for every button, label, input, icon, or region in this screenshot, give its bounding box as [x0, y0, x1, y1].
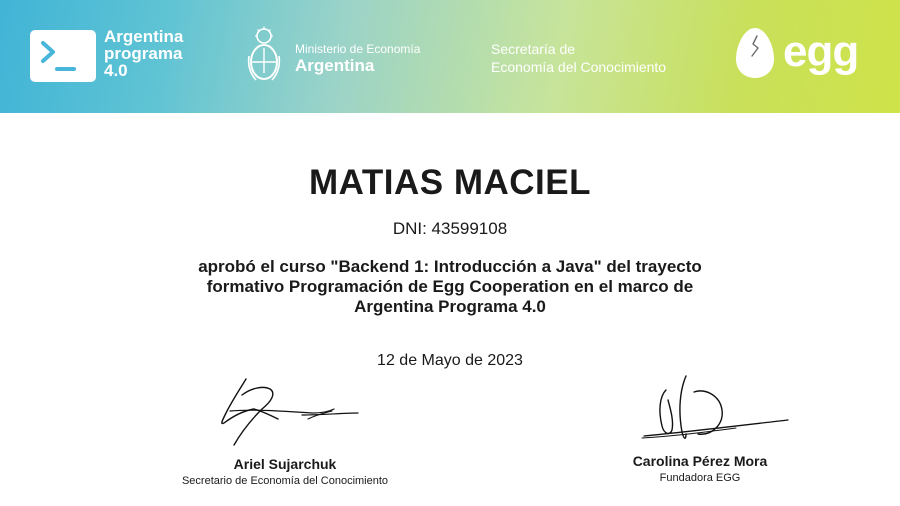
signature-right-handwritten	[636, 370, 796, 448]
program-logo-line: Argentina	[104, 27, 184, 46]
ministry-country: Argentina	[295, 56, 375, 75]
signer-right-name: Carolina Pérez Mora	[632, 453, 768, 469]
signer-right-role: Fundadora EGG	[659, 472, 741, 484]
program-logo-line: programa	[104, 44, 183, 63]
recipient-name: MATIAS MACIEL	[309, 163, 591, 202]
egg-wordmark: egg	[783, 27, 859, 76]
signature-left-handwritten	[212, 375, 362, 450]
signer-left-name: Ariel Sujarchuk	[233, 456, 337, 472]
ministry-label	[295, 42, 420, 76]
national-seal-icon	[244, 26, 284, 84]
header-banner	[0, 0, 900, 113]
egg-icon	[734, 26, 776, 80]
secretariat-label	[491, 40, 666, 76]
issue-date: 12 de Mayo de 2023	[377, 352, 523, 369]
argentina-programa-wordmark	[104, 28, 183, 79]
secretariat-line: Secretaría de	[491, 41, 576, 57]
certificate-statement	[0, 257, 900, 317]
secretariat-line: Economía del Conocimiento	[491, 59, 667, 75]
ministry-line: Ministerio de Economía	[295, 42, 421, 56]
signer-left-role: Secretario de Economía del Conocimiento	[181, 475, 389, 487]
statement-line: Argentina Programa 4.0	[354, 297, 546, 316]
statement-line: aprobó el curso "Backend 1: Introducción a Java" del trayecto	[198, 257, 702, 276]
program-logo-line: 4.0	[104, 61, 128, 80]
statement-line: formativo Programación de Egg Cooperation en el marco de	[206, 277, 694, 296]
argentina-programa-logo	[30, 30, 96, 82]
terminal-prompt-icon	[30, 30, 96, 82]
dni-number: DNI: 43599108	[392, 219, 508, 238]
